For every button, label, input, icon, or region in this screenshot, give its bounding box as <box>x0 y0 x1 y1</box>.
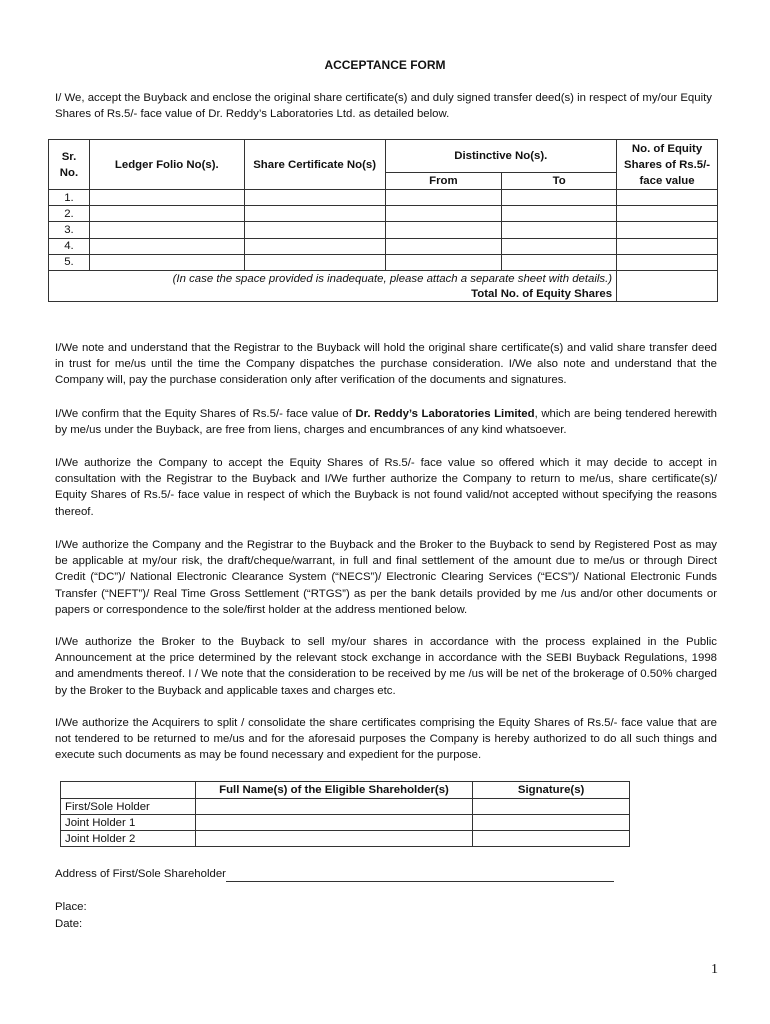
from-cell[interactable] <box>385 238 502 254</box>
ledger-folio-cell[interactable] <box>89 190 244 206</box>
holder-label: First/Sole Holder <box>61 799 196 815</box>
header-full-name: Full Name(s) of the Eligible Shareholder(s) <box>195 782 472 799</box>
share-certificate-cell[interactable] <box>244 206 385 222</box>
shares-cell[interactable] <box>617 254 718 270</box>
share-certificate-cell[interactable] <box>244 238 385 254</box>
total-equity-shares-label: Total No. of Equity Shares <box>49 286 617 302</box>
holder-signature-cell[interactable] <box>473 815 630 831</box>
total-shares-cell[interactable] <box>617 270 718 301</box>
ledger-folio-cell[interactable] <box>89 254 244 270</box>
header-share-certificate: Share Certificate No(s) <box>244 140 385 190</box>
holder-signature-cell[interactable] <box>473 831 630 847</box>
header-no-of-shares: No. of Equity Shares of Rs.5/- face value <box>617 140 718 190</box>
authorize-broker-paragraph: I/We authorize the Broker to the Buyback to sell my/our shares in accordance with the process explained in the Public Announcement at the price determined by the relevant stock exchange in accordance with the SEBI Buyback Regulations, 1998 and amendments thereof. I / We note that the consideration to be received by me /us will be net of the brokerage of 0.50% charged by the Broker to the Buyback and applicable taxes and charges etc. <box>55 636 717 697</box>
ledger-folio-cell[interactable] <box>89 206 244 222</box>
header-ledger-folio: Ledger Folio No(s). <box>89 140 244 190</box>
header-signature: Signature(s) <box>473 782 630 799</box>
table-row <box>49 238 718 254</box>
to-cell[interactable] <box>502 206 617 222</box>
confirm-text-start: I/We confirm that the Equity Shares of Rs.5/- face value of <box>55 408 356 420</box>
to-cell[interactable] <box>502 222 617 238</box>
holder-label: Joint Holder 1 <box>61 815 196 831</box>
header-from: From <box>385 173 502 190</box>
intro-paragraph: I/ We, accept the Buyback and enclose the original share certificate(s) and duly signed transfer deed(s) in respect of my/our Equity Shares of Rs.5/- face value of Dr. Reddy’s Laboratories Ltd. as detailed below. <box>55 92 712 121</box>
from-cell[interactable] <box>385 254 502 270</box>
ledger-folio-cell[interactable] <box>89 238 244 254</box>
to-cell[interactable] <box>502 254 617 270</box>
authorize-split-paragraph: I/We authorize the Acquirers to split / consolidate the share certificates comprising the Equity Shares of Rs.5/- face value that are not tendered to be returned to me/us and for the aforesaid purposes the Company is hereby authorized to do all such things and execute such documents as may be found necessary and expedient for the purpose. <box>55 717 717 762</box>
shares-cell[interactable] <box>617 190 718 206</box>
holder-name-cell[interactable] <box>195 799 472 815</box>
share-certificate-cell[interactable] <box>244 222 385 238</box>
row-number: 4. <box>49 238 90 254</box>
shares-cell[interactable] <box>617 222 718 238</box>
form-title: ACCEPTANCE FORM <box>324 58 446 72</box>
table-row <box>49 222 718 238</box>
address-field[interactable] <box>226 869 614 882</box>
holder-name-cell[interactable] <box>195 815 472 831</box>
address-line <box>55 866 717 882</box>
shares-cell[interactable] <box>617 238 718 254</box>
date-label: Date: <box>55 918 83 930</box>
share-certificate-cell[interactable] <box>244 254 385 270</box>
table-row <box>61 815 630 831</box>
table-row <box>61 799 630 815</box>
from-cell[interactable] <box>385 222 502 238</box>
company-name: Dr. Reddy’s Laboratories Limited <box>355 408 535 420</box>
holder-signature-cell[interactable] <box>473 799 630 815</box>
row-number: 5. <box>49 254 90 270</box>
header-sr-no: Sr. No. <box>49 140 90 190</box>
table-row <box>61 831 630 847</box>
place-label: Place: <box>55 901 87 913</box>
authorize-accept-paragraph: I/We authorize the Company to accept the Equity Shares of Rs.5/- face value so offered which it may decide to accept in consultation with the Registrar to the Buyback and I/We further authorize the Company to return to me/us, share certificate(s)/ Equity Shares of Rs.5/- face value in respect of which the Buyback is not found valid/not accepted without specifying the reasons thereof. <box>55 457 717 518</box>
confirm-paragraph <box>55 406 717 438</box>
shares-cell[interactable] <box>617 206 718 222</box>
row-number: 3. <box>49 222 90 238</box>
table-row <box>49 206 718 222</box>
registrar-note-paragraph: I/We note and understand that the Registrar to the Buyback will hold the original share certificate(s) and valid share transfer deed in trust for me/us until the time the Company dispatches the purchase consideration. I/We also note and understand that the Company will, pay the purchase consideration only after verification of the documents and signatures. <box>55 342 717 387</box>
row-number: 2. <box>49 206 90 222</box>
holder-name-cell[interactable] <box>195 831 472 847</box>
inadequate-space-note: (In case the space provided is inadequate, please attach a separate sheet with details.) <box>49 270 617 286</box>
table-row <box>49 190 718 206</box>
share-certificate-cell[interactable] <box>244 190 385 206</box>
header-to: To <box>502 173 617 190</box>
ledger-folio-cell[interactable] <box>89 222 244 238</box>
page-number: 1 <box>711 962 718 977</box>
blank-header-cell <box>61 782 196 799</box>
table-row <box>49 254 718 270</box>
from-cell[interactable] <box>385 190 502 206</box>
from-cell[interactable] <box>385 206 502 222</box>
authorize-payment-paragraph: I/We authorize the Company and the Registrar to the Buyback and the Broker to the Buyback to send by Registered Post as may be applicable at my/our risk, the draft/cheque/warrant, in full and final settlement of the amount due to me/us or through Direct Credit (“DC”)/ National Electronic Clearance System (“NECS”)/ Electronic Clearing Services (“ECS”)/ National Electronic Funds Transfer (“NEFT”)/ Real Time Gross Settlement (“RTGS”) as per the bank details provided by me /us and/or other documents or papers or correspondence to the sole/first holder at the address mentioned below. <box>55 539 717 616</box>
to-cell[interactable] <box>502 190 617 206</box>
shareholder-signature-table <box>60 781 630 847</box>
header-distinctive: Distinctive No(s). <box>385 140 617 173</box>
confirm-text-end: , which are being tendered herewith by me/us under the Buyback, are free from liens, charges and encumbrances of any kind whatsoever. <box>55 408 718 437</box>
row-number: 1. <box>49 190 90 206</box>
share-details-table <box>48 139 718 302</box>
address-label: Address of First/Sole Shareholder <box>55 868 226 880</box>
to-cell[interactable] <box>502 238 617 254</box>
holder-label: Joint Holder 2 <box>61 831 196 847</box>
